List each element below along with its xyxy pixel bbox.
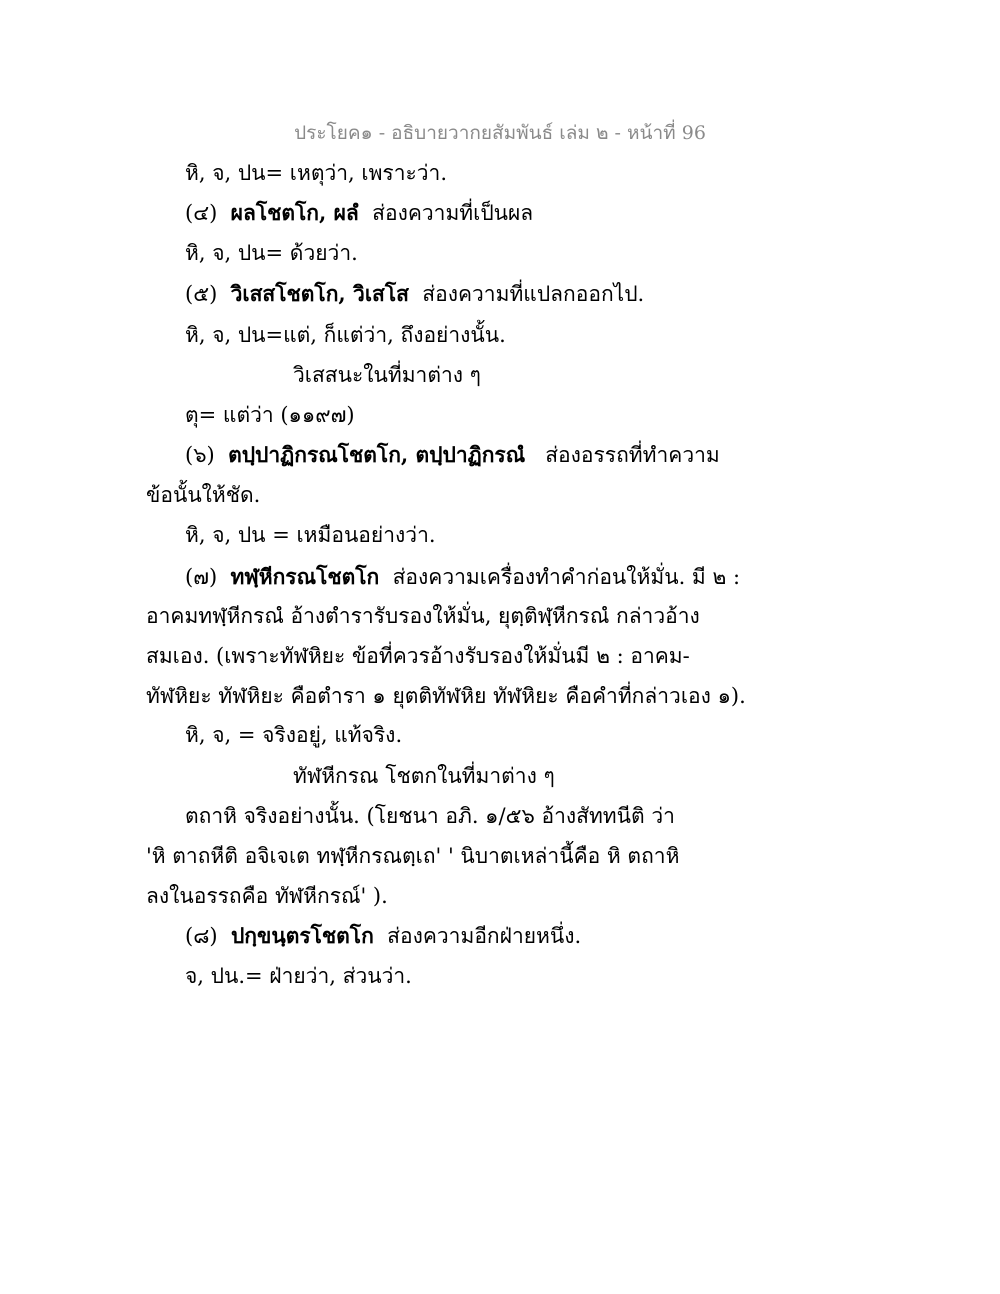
section-number: (๔) (185, 201, 218, 225)
section-number: (๕) (185, 282, 218, 306)
section-description: ส่องความที่เป็นผล (372, 201, 534, 225)
text-line: ตุ= แต่ว่า (๑๑๙๗) (185, 403, 355, 427)
text-line: ตถาหิ จริงอย่างนั้น. (โยชนา อภิ. ๑/๕๖ อ้างสัททนีติ ว่า (185, 804, 675, 828)
text-line: จ, ปน.= ฝ่ายว่า, ส่วนว่า. (185, 964, 412, 988)
text-line: หิ, จ, ปน= เหตุว่า, เพราะว่า. (185, 161, 448, 185)
section-term: ผลโชตโก, ผลํ (230, 200, 359, 225)
section-heading-4 (185, 198, 533, 228)
subheading: ทัฬหีกรณ โชตกในที่มาต่าง ๆ (293, 764, 555, 788)
section-number: (๗) (185, 565, 218, 589)
text-line: หิ, จ, ปน = เหมือนอย่างว่า. (185, 523, 436, 547)
text-line: สมเอง. (เพราะทัฬหิยะ ข้อที่ควรอ้างรับรองให้มั่นมี ๒ : อาคม- (146, 644, 690, 668)
section-description: ส่องความเครื่องทำคำก่อนให้มั่น. มี ๒ : (392, 565, 741, 589)
running-header: ประโยค๑ - อธิบายวากยสัมพันธ์ เล่ม ๒ - หน้าที่ 96 (294, 122, 706, 144)
section-description: ส่องอรรถที่ทำความ (545, 443, 720, 467)
section-number: (๘) (185, 924, 218, 948)
section-term: ทฬฺหีกรณโชตโก (230, 564, 380, 589)
subheading: วิเสสนะในที่มาต่าง ๆ (293, 363, 481, 387)
text-line: หิ, จ, ปน=แต่, ก็แต่ว่า, ถึงอย่างนั้น. (185, 323, 506, 347)
section-number: (๖) (185, 443, 215, 467)
section-heading-8 (185, 921, 581, 951)
section-term: วิเสสโชตโก, วิเสโส (230, 281, 409, 306)
section-heading-5 (185, 279, 644, 309)
text-line: ลงในอรรถคือ ทัฬหีกรณ์' ). (146, 884, 388, 908)
text-line: ข้อนั้นให้ชัด. (146, 483, 261, 507)
text-line: หิ, จ, = จริงอยู่, แท้จริง. (185, 723, 403, 747)
section-description: ส่องความที่แปลกออกไป. (422, 282, 645, 306)
text-line: อาคมทฬฺหีกรณํ อ้างตำรารับรองให้มั่น, ยุตฺติฬฺหีกรณํ กล่าวอ้าง (146, 604, 700, 628)
section-heading-6 (185, 440, 720, 470)
text-line: ทัฬหิยะ ทัฬหิยะ คือตำรา ๑ ยุตติทัฬหิย ทัฬหิยะ คือคำที่กล่าวเอง ๑). (146, 684, 746, 708)
section-heading-7 (185, 562, 740, 592)
text-line: หิ, จ, ปน= ด้วยว่า. (185, 241, 358, 265)
section-description: ส่องความอีกฝ่ายหนึ่ง. (387, 924, 582, 948)
text-line: 'หิ ตาถหีติ อจิเจเต ทฬฺหีกรณตฺเถ' ' นิบาตเหล่านี้คือ หิ ตถาหิ (146, 844, 680, 868)
section-term: ตปฺปาฏิกรณโชตโก, ตปฺปาฏิกรณํ (228, 442, 526, 467)
section-term: ปกฺขนฺตรโชตโก (230, 923, 374, 948)
